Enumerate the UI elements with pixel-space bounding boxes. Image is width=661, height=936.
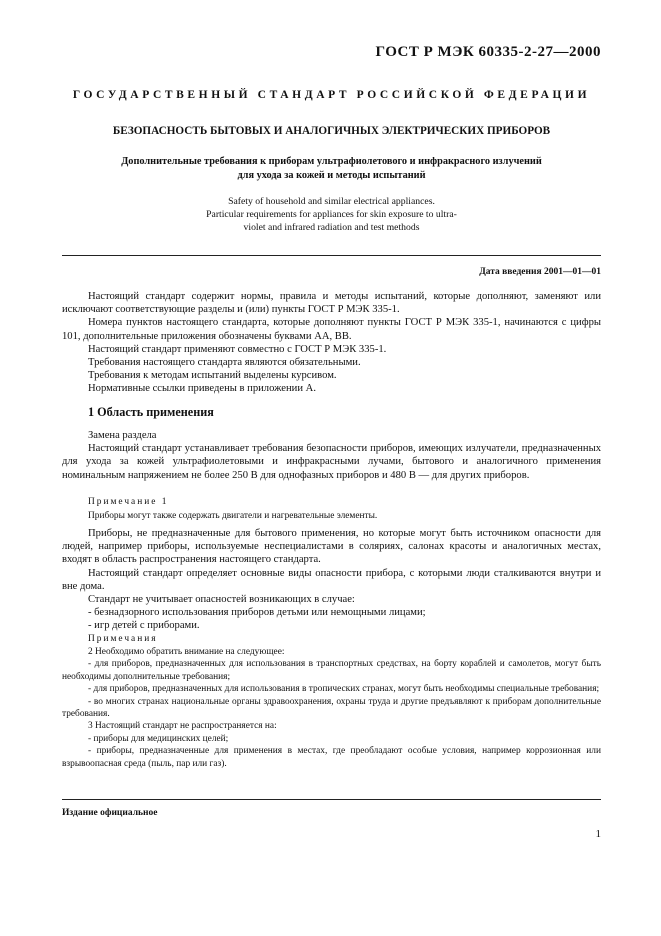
section-heading: 1 Область применения <box>88 405 214 419</box>
intro-block <box>62 290 601 396</box>
note-paragraph: - для приборов, предназначенных для использования в тропических странах, могут быть необходимы специальные требования; <box>88 684 600 695</box>
note-paragraph: 3 Настоящий стандарт не распространяется на: <box>88 721 277 732</box>
intro-paragraph: Нормативные ссылки приведены в приложении А. <box>88 383 316 395</box>
note-text <box>62 510 601 522</box>
scope-block <box>62 429 601 482</box>
note-paragraph: - приборы, предназначенные для применения в местах, где преобладают особые условия, например коррозионная или взрывоопасная среда (пыль, пар или газ). <box>62 746 601 769</box>
state-standard-banner: ГОСУДАРСТВЕННЫЙ СТАНДАРТ РОССИЙСКОЙ ФЕДЕРАЦИИ <box>72 89 591 101</box>
scope-paragraph: - игр детей с приборами. <box>88 620 200 632</box>
intro-paragraph: Настоящий стандарт применяют совместно с ГОСТ Р МЭК 335-1. <box>88 343 387 355</box>
bottom-divider <box>62 799 601 800</box>
top-divider <box>62 255 601 256</box>
note-paragraph: Приборы могут также содержать двигатели и нагревательные элементы. <box>88 511 378 521</box>
intro-paragraph: Номера пунктов настоящего стандарта, которые дополняют пункты ГОСТ Р МЭК 335-1, начинаются с цифры 101, дополнительные приложения обозначены буквами АА, ВВ. <box>62 317 601 342</box>
english-title <box>62 195 601 234</box>
english-title-line: violet and infrared radiation and test methods <box>243 222 420 233</box>
scope-paragraph: Стандарт не учитывает опасностей возникающих в случае: <box>88 594 355 606</box>
scope-paragraph: Настоящий стандарт устанавливает требования безопасности приборов, имеющих излучатели, предназначенных для ухода за кожей ультрафиолетовыми и инфракрасными лучами, бытового и аналогичного применения номинальным напряжением не более 250 В для однофазных приборов и 480 В — для других приборов. <box>62 443 601 481</box>
note-paragraph: - приборы для медицинских целей; <box>88 733 229 744</box>
english-title-line: Particular requirements for appliances for skin exposure to ultra- <box>206 209 457 220</box>
subtitle-line: Дополнительные требования к приборам ультрафиолетового и инфракрасного излучений <box>121 156 542 167</box>
notes-block <box>62 646 601 770</box>
subtitle-line: для ухода за кожей и методы испытаний <box>237 170 426 181</box>
note-paragraph: - для приборов, предназначенных для использования в транспортных средствах, на борту кораблей и самолетов, могут быть необходимы дополнительные требования; <box>62 659 601 682</box>
effective-date: Дата введения 2001—01—01 <box>479 267 601 277</box>
note-paragraph: 2 Необходимо обратить внимание на следующее: <box>88 647 285 657</box>
intro-paragraph: Настоящий стандарт содержит нормы, правила и методы испытаний, которые дополняют, заменяют или исключают соответствующие разделы и (или) пункты ГОСТ Р МЭК 335-1. <box>62 291 601 316</box>
note-paragraph: - во многих странах национальные органы здравоохранения, охраны труда и другие предъявляют к приборам дополнительные требования. <box>62 696 601 720</box>
english-title-line: Safety of household and similar electrical appliances. <box>228 196 435 207</box>
document-title: БЕЗОПАСНОСТЬ БЫТОВЫХ И АНАЛОГИЧНЫХ ЭЛЕКТРИЧЕСКИХ ПРИБОРОВ <box>112 125 551 137</box>
scope-paragraph: - безнадзорного использования приборов детьми или немощными лицами; <box>88 607 426 619</box>
edition-label: Издание официальное <box>62 808 158 818</box>
document-code: ГОСТ Р МЭК 60335-2-27—2000 <box>375 44 601 60</box>
notes-heading: Примечания <box>88 634 158 644</box>
note-heading: Примечание 1 <box>88 497 169 507</box>
scope-paragraph: Настоящий стандарт определяет основные виды опасности прибора, с которыми люди сталкиваются внутри и вне дома. <box>62 567 601 592</box>
intro-paragraph: Требования настоящего стандарта являются обязательными. <box>88 357 361 369</box>
scope-paragraph: Замена раздела <box>88 430 157 441</box>
document-subtitle <box>62 155 601 183</box>
page-number: 1 <box>595 828 601 840</box>
intro-paragraph: Требования к методам испытаний выделены курсивом. <box>88 370 337 382</box>
scope-block-2 <box>62 527 601 633</box>
scope-paragraph: Приборы, не предназначенные для бытового применения, но которые могут быть источником опасности для людей, например приборы, используемые неспециалистами в соляриях, салонах красоты и аналогичных местах, входят в область распространения настоящего стандарта. <box>62 528 601 566</box>
